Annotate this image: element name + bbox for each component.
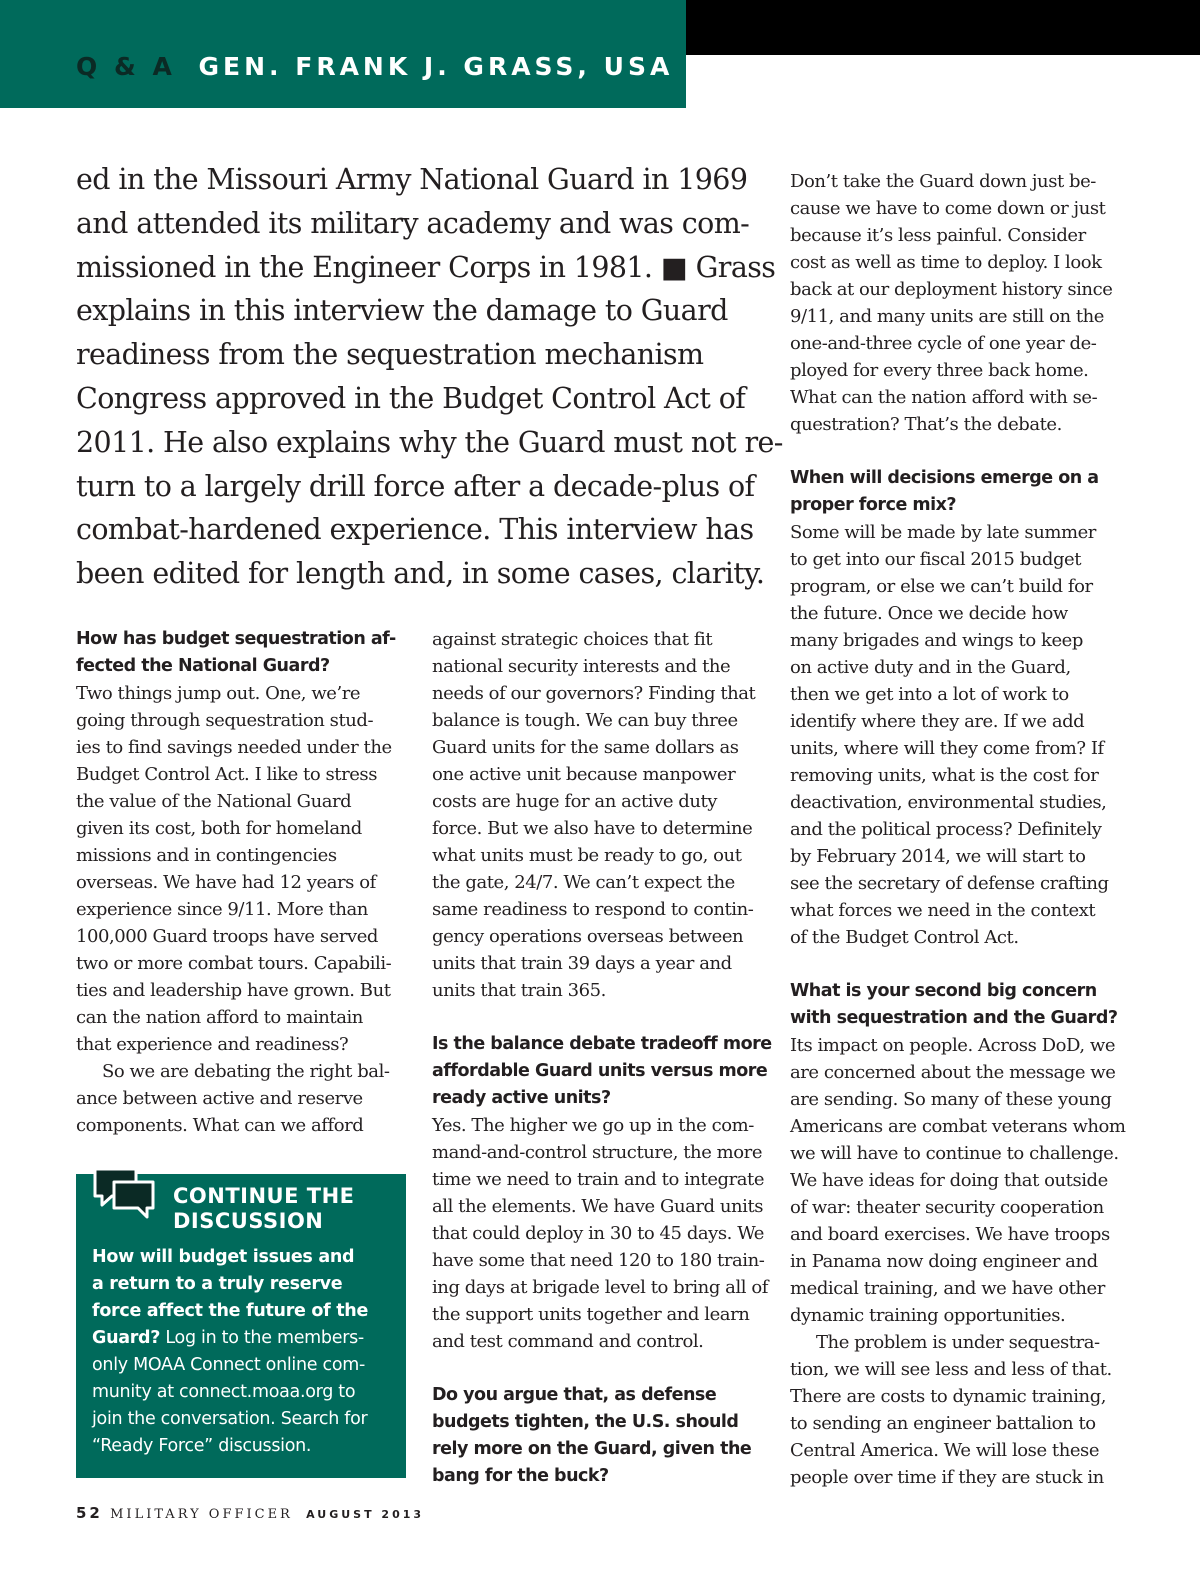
question-heading: budgets tighten, the U.S. should (432, 1412, 739, 1432)
answer-line: There are costs to dynamic training, (790, 1386, 1107, 1407)
chat-bubbles-icon (92, 1166, 156, 1220)
answer-line: many brigades and wings to keep (790, 630, 1083, 651)
answer-line: one-and-three cycle of one year de- (790, 333, 1097, 354)
answer-line: missions and in contingencies (76, 845, 337, 866)
continue-discussion-sidebar (76, 1174, 406, 1478)
answer-line: going through sequestration stud- (76, 710, 374, 731)
answer-line: We have ideas for doing that outside (790, 1170, 1108, 1191)
intro-line: combat-hardened experience. This interview has (76, 513, 754, 547)
answer-line: the future. Once we decide how (790, 603, 1068, 624)
qa-label: Q & A (76, 52, 176, 81)
question-heading: proper force mix? (790, 495, 957, 515)
question-heading: rely more on the Guard, given the (432, 1439, 752, 1459)
answer-line: program, or else we can’t build for (790, 576, 1093, 597)
intro-paragraph (76, 158, 783, 596)
answer-line: on active duty and in the Guard, (790, 657, 1071, 678)
interview-subject: GEN. FRANK J. GRASS, USA (198, 52, 674, 81)
answer-line: So we are debating the right bal- (102, 1061, 390, 1082)
question-heading: ready active units? (432, 1088, 611, 1108)
answer-line: experience since 9/11. More than (76, 899, 368, 920)
intro-line: ed in the Missouri Army National Guard in 1969 (76, 163, 748, 196)
answer-line: Americans are combat veterans whom (790, 1116, 1126, 1137)
page-number: 52 (76, 1504, 103, 1522)
answer-line: What can the nation afford with se- (790, 387, 1098, 408)
sidebar-line (92, 1244, 402, 1271)
answer-line: are concerned about the message we (790, 1062, 1116, 1083)
answer-line: questration? That’s the debate. (790, 414, 1062, 435)
issue-date: AUGUST 2013 (306, 1508, 425, 1521)
paragraph-gap (432, 1004, 772, 1031)
answer-line: all the elements. We have Guard units (432, 1196, 764, 1217)
answer-line: ties and leadership have grown. But (76, 980, 391, 1001)
sidebar-body (92, 1244, 402, 1460)
answer-line: are sending. So many of these young (790, 1089, 1112, 1110)
question-heading: bang for the buck? (432, 1466, 609, 1486)
answer-line: Don’t take the Guard down just be- (790, 171, 1096, 192)
answer-line: Its impact on people. Across DoD, we (790, 1035, 1116, 1056)
sidebar-line (92, 1271, 402, 1298)
intro-line: and attended its military academy and was com- (76, 206, 750, 240)
question-heading: When will decisions emerge on a (790, 468, 1099, 488)
sidebar-question: a return to a truly reserve (92, 1274, 343, 1294)
answer-line: Guard units for the same dollars as (432, 737, 739, 758)
answer-line: 9/11, and many units are still on the (790, 306, 1105, 327)
answer-line: Budget Control Act. I like to stress (76, 764, 378, 785)
intro-line: missioned in the Engineer Corps in 1981. ■ Grass (76, 250, 776, 284)
answer-line: that could deploy in 30 to 45 days. We (432, 1223, 765, 1244)
intro-line: 2011. He also explains why the Guard must not re- (76, 425, 783, 459)
answer-line: what units must be ready to go, out (432, 845, 742, 866)
answer-line: the support units together and learn (432, 1304, 750, 1325)
column-3 (790, 168, 1130, 1491)
answer-line: people over time if they are stuck in (790, 1467, 1104, 1488)
sidebar-question: force affect the future of the (92, 1301, 369, 1321)
question-heading: affordable Guard units versus more (432, 1061, 768, 1081)
answer-line: in Panama now doing engineer and (790, 1251, 1098, 1272)
answer-line: what forces we need in the context (790, 900, 1096, 921)
answer-line: units that train 365. (432, 980, 606, 1001)
answer-line: Yes. The higher we go up in the com- (432, 1115, 754, 1136)
sidebar-line: “Ready Force” discussion. (92, 1436, 312, 1456)
answer-line: ployed for every three back home. (790, 360, 1089, 381)
answer-line: by February 2014, we will start to (790, 846, 1086, 867)
intro-line: Congress approved in the Budget Control Act of (76, 381, 746, 415)
section-header (76, 52, 673, 81)
answer-line: that experience and readiness? (76, 1034, 349, 1055)
answer-line: balance is tough. We can buy three (432, 710, 738, 731)
answer-line: Central America. We will lose these (790, 1440, 1100, 1461)
answer-line: then we get into a lot of work to (790, 684, 1069, 705)
magazine-name: MILITARY OFFICER (110, 1507, 293, 1522)
answer-line: 100,000 Guard troops have served (76, 926, 379, 947)
intro-line: readiness from the sequestration mechanism (76, 338, 704, 372)
sidebar-title (173, 1184, 355, 1234)
column-1 (76, 626, 416, 1139)
answer-line: force. But we also have to determine (432, 818, 753, 839)
answer-line: to sending an engineer battalion to (790, 1413, 1096, 1434)
answer-line: deactivation, environmental studies, (790, 792, 1107, 813)
answer-line: and the political process? Definitely (790, 819, 1102, 840)
column-2 (432, 626, 772, 1490)
answer-line: have some that need 120 to 180 train- (432, 1250, 765, 1271)
sidebar-line: munity at connect.moaa.org to (92, 1382, 356, 1402)
answer-line: dynamic training opportunities. (790, 1305, 1066, 1326)
answer-line: units, where will they come from? If (790, 738, 1104, 759)
answer-line: components. What can we afford (76, 1115, 364, 1136)
answer-line: one active unit because manpower (432, 764, 736, 785)
question-heading: Is the balance debate tradeoff more (432, 1034, 772, 1054)
answer-line: because it’s less painful. Consider (790, 225, 1086, 246)
answer-line: and board exercises. We have troops (790, 1224, 1110, 1245)
answer-line: removing units, what is the cost for (790, 765, 1099, 786)
sidebar-title-line: CONTINUE THE (173, 1184, 355, 1208)
answer-line: national security interests and the (432, 656, 731, 677)
page-footer (76, 1504, 424, 1522)
answer-line: back at our deployment history since (790, 279, 1113, 300)
answer-line: given its cost, both for homeland (76, 818, 362, 839)
answer-line: mand-and-control structure, the more (432, 1142, 763, 1163)
answer-line: identify where they are. If we add (790, 711, 1085, 732)
answer-line: tion, we will see less and less of that. (790, 1359, 1112, 1380)
intro-line: turn to a largely drill force after a decade-plus of (76, 469, 755, 503)
sidebar-line (92, 1298, 402, 1325)
sidebar-text: Log in to the members- (160, 1328, 364, 1348)
answer-line: can the nation afford to maintain (76, 1007, 363, 1028)
answer-line: two or more combat tours. Capabili- (76, 953, 392, 974)
answer-line: ance between active and reserve (76, 1088, 363, 1109)
answer-line: we will have to continue to challenge. (790, 1143, 1119, 1164)
sidebar-line: join the conversation. Search for (92, 1409, 368, 1429)
answer-line: time we need to train and to integrate (432, 1169, 765, 1190)
answer-line: Two things jump out. One, we’re (76, 683, 361, 704)
answer-line: units that train 39 days a year and (432, 953, 732, 974)
question-heading: How has budget sequestration af- (76, 629, 396, 649)
question-heading: Do you argue that, as defense (432, 1385, 717, 1405)
sidebar-line (92, 1325, 402, 1352)
answer-line: medical training, and we have other (790, 1278, 1105, 1299)
answer-line: the value of the National Guard (76, 791, 352, 812)
answer-line: to get into our fiscal 2015 budget (790, 549, 1082, 570)
question-heading: with sequestration and the Guard? (790, 1008, 1118, 1028)
answer-line: The problem is under sequestra- (816, 1332, 1100, 1353)
sidebar-title-line: DISCUSSION (173, 1209, 324, 1233)
intro-line: been edited for length and, in some cases, clarity. (76, 557, 765, 591)
answer-line: ies to find savings needed under the (76, 737, 392, 758)
answer-line: needs of our governors? Finding that (432, 683, 756, 704)
answer-line: of war: theater security cooperation (790, 1197, 1104, 1218)
paragraph-gap (790, 951, 1130, 978)
answer-line: ing days at brigade level to bring all of (432, 1277, 768, 1298)
sidebar-question: Guard? (92, 1328, 161, 1348)
answer-line: cost as well as time to deploy. I look (790, 252, 1102, 273)
sidebar-line: only MOAA Connect online com- (92, 1355, 365, 1375)
answer-line: Some will be made by late summer (790, 522, 1096, 543)
intro-line: explains in this interview the damage to Guard (76, 294, 728, 328)
question-heading: What is your second big concern (790, 981, 1097, 1001)
header-black-band (686, 0, 1200, 55)
answer-line: gency operations overseas between (432, 926, 744, 947)
question-heading: fected the National Guard? (76, 656, 330, 676)
answer-line: same readiness to respond to contin- (432, 899, 754, 920)
answer-line: and test command and control. (432, 1331, 704, 1352)
paragraph-gap (790, 438, 1130, 465)
answer-line: cause we have to come down or just (790, 198, 1106, 219)
answer-line: costs are huge for an active duty (432, 791, 718, 812)
answer-line: overseas. We have had 12 years of (76, 872, 376, 893)
answer-line: against strategic choices that fit (432, 629, 713, 650)
answer-line: see the secretary of defense crafting (790, 873, 1109, 894)
answer-line: of the Budget Control Act. (790, 927, 1019, 948)
answer-line: the gate, 24/7. We can’t expect the (432, 872, 735, 893)
sidebar-question: How will budget issues and (92, 1247, 355, 1267)
paragraph-gap (432, 1355, 772, 1382)
